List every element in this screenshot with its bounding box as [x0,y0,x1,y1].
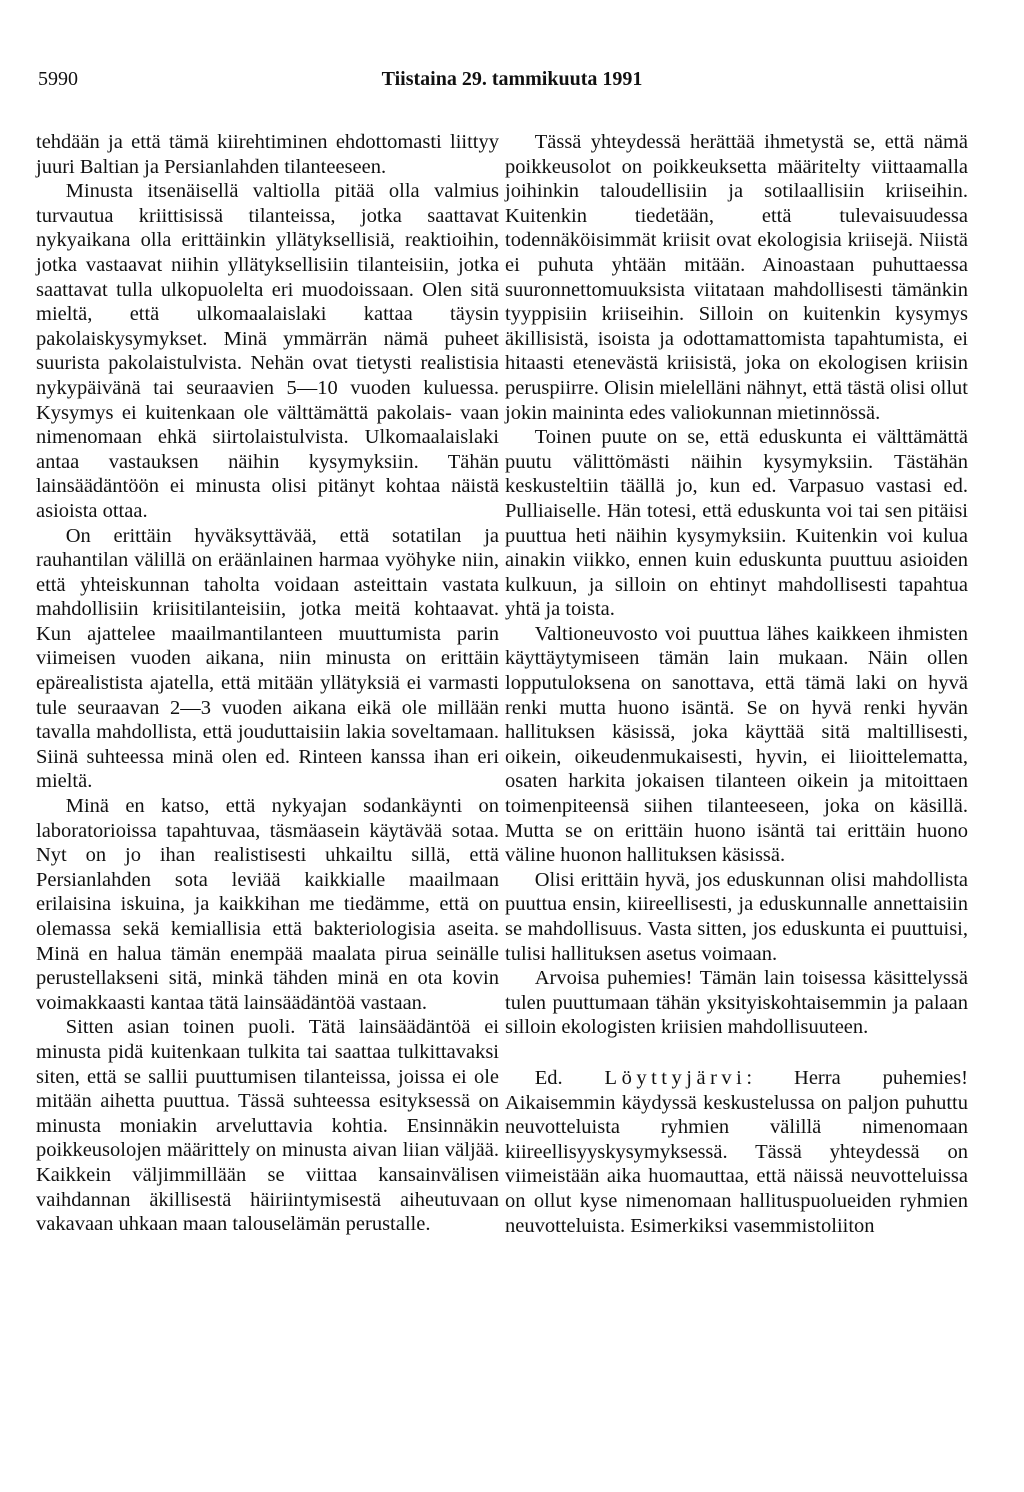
speaker-name: Löyttyjärvi [604,1066,747,1089]
session-date: Tiistaina 29. tammikuuta 1991 [381,68,643,90]
paragraph: Minusta itsenäisellä valtiolla pitää olla valmius turvautua kriittisissä tilanteissa, jotka saattavat nykyaikana olla erittäinkin yllätyksellisiä, reaktioihin, jotka vastaavat niihin yllätyksellisiin tilanteisiin, jotka saattavat tulla ulkopuolelta eri muodoissaan. Olen sitä mieltä, että ulkomaalaislaki kattaa täysin pakolaiskysymykset. Minä ymmärrän nämä puheet suurista pakolaistulvista. Nehän ovat tietysti realistisia nykypäivänä tai seuraavien 5—10 vuoden kuluessa. Kysymys ei kuitenkaan ole välttämättä pakolais- vaan nimenomaan ehkä siirtolaistulvista. Ulkomaalaislaki antaa vastauksen näihin kysymyksiin. Tähän lainsäädäntöön ei minusta olisi pitänyt kohtaa näistä asioista ottaa. [36,180,499,522]
speaker-prefix: Ed. [534,1066,605,1089]
page-header [38,68,986,96]
paragraph: tehdään ja että tämä kiirehtiminen ehdottomasti liittyy juuri Baltian ja Persianlahden tilanteeseen. [36,131,499,178]
right-column [505,130,968,1238]
speech-paragraph [505,1066,968,1238]
paragraph: Toinen puute on se, että eduskunta ei välttämättä puutu välittömästi näihin kysymyksiin. Tästähän keskusteltiin täällä jo, kun ed. Varpasuo vastasi ed. Pulliaiselle. Hän totesi, että eduskunta voi tai sen pitäisi puuttua heti näihin kysymyksiin. Kuitenkin voi kulua ainakin viikko, ennen kuin eduskunta puuttuu asioiden kulkuun, ja silloin on ehtinyt mahdollisesti tapahtua yhtä ja toista. [505,426,968,621]
page-number: 5990 [38,68,78,90]
paragraph: Arvoisa puhemies! Tämän lain toisessa käsittelyssä tulen puuttumaan tähän yksityiskohtaisemmin ja palaan silloin ekologisten kriisien mahdollisuuteen. [505,967,968,1039]
paragraph: Sitten asian toinen puoli. Tätä lainsäädäntöä ei minusta pidä kuitenkaan tulkita tai saattaa tulkittavaksi siten, että se sallii puuttumisen tilanteissa, joissa ei ole mitään aihetta puuttua. Tässä suhteessa esityksessä on minusta moniakin arveluttavia kohtia. Ensinnäkin poikkeusolojen määrittely on minusta aivan liian väljää. Kaikkein väljimmillään se viittaa kansainvälisen vaihdannan äkillisestä häiriintymisestä aiheutuvaan vakavaan uhkaan maan talouselämän perustalle. [36,1016,499,1236]
paragraph: On erittäin hyväksyttävää, että sotatilan ja rauhantilan välillä on eräänlainen harmaa vyöhyke niin, että yhteiskunnan taholta voidaan asteittain vastata mahdollisiin kriisitilanteisiin, jotka meitä kohtaavat. Kun ajattelee maailmantilanteen muuttumista parin viimeisen vuoden aikana, niin minusta on erittäin epärealistista ajatella, että mitään yllätyksiä ei varmasti tule seuraavan 2—3 vuoden aikana eikä ole millään tavalla mahdollista, että jouduttaisiin lakia soveltamaan. Siinä suhteessa minä olen ed. Rinteen kanssa ihan eri mieltä. [36,524,499,793]
paragraph: Tässä yhteydessä herättää ihmetystä se, että nämä poikkeusolot on poikkeuksetta määritelty viittaamalla joihinkin taloudellisiin ja sotilaallisiin kriiseihin. Kuitenkin tiedetään, että tulevaisuudessa todennäköisimmät kriisit ovat ekologisia kriisejä. Niistä ei puhuta yhtään mitään. Ainoastaan puhuttaessa suuronnettomuuksista viitataan mahdollisesti tämänkin tyyppisiin kriiseihin. Silloin on kuitenkin kysymys äkillisistä, isoista ja odottamattomista tapahtumista, ei hitaasti etenevästä kriisistä, joka on ekologisen kriisin peruspiirre. Olisin mielelläni nähnyt, että tästä olisi ollut jokin maininta edes valiokunnan mietinnössä. [505,131,968,424]
paragraph: Valtioneuvosto voi puuttua lähes kaikkeen ihmisten käyttäytymiseen tämän lain mukaan. Näin ollen lopputuloksena on sanottava, että tämä laki on hyvä renki mutta huono isäntä. Se on hyvä renki hyvän hallituksen käsissä, joka käyttää sitä maltillisesti, oikein, oikeudenmukaisesti, hyvin, ei liioittelematta, osaten harkita jokaisen tilanteen oikein ja mitoittaen toimenpiteensä siihen tilanteeseen, joka on käsillä. Mutta se on erittäin huono isäntä tai erittäin huono väline huonon hallituksen käsissä. [505,622,968,867]
paragraph: Minä en katso, että nykyajan sodankäynti on laboratorioissa tapahtuvaa, täsmäasein käytävää sotaa. Nyt on jo ihan realistisesti uhkailtu sillä, että Persianlahden sota leviää kaikkialle maailmaan erilaisina iskuina, ja kaikkihan me tiedämme, että on olemassa sekä kemiallisia että bakteriologisia aseita. Minä en halua tämän enempää maalata pirua seinälle perustellakseni sitä, minkä tähden minä en ota kovin voimakkaasti kantaa tätä lainsäädäntöä vastaan. [36,795,499,1014]
left-column [36,130,499,1237]
speech-text: : Herra puhemies! Aikaisemmin käydyssä keskustelussa on paljon puhuttu neuvotteluista ryhmien välillä nimenomaan kiireellisyyskysymyksessä. Tässä yhteydessä on viimeistään aika huomauttaa, että näissä neuvotteluissa on ollut kyse nimenomaan hallituspuolueiden ryhmien neuvotteluista. Esimerkiksi vasemmistoliiton [505,1066,968,1237]
paragraph: Olisi erittäin hyvä, jos eduskunnan olisi mahdollista puuttua ensin, kiireellisesti, ja eduskunnalle annettaisiin se mahdollisuus. Vasta sitten, jos eduskunta ei puuttuisi, tulisi hallituksen asetus voimaan. [505,868,968,965]
